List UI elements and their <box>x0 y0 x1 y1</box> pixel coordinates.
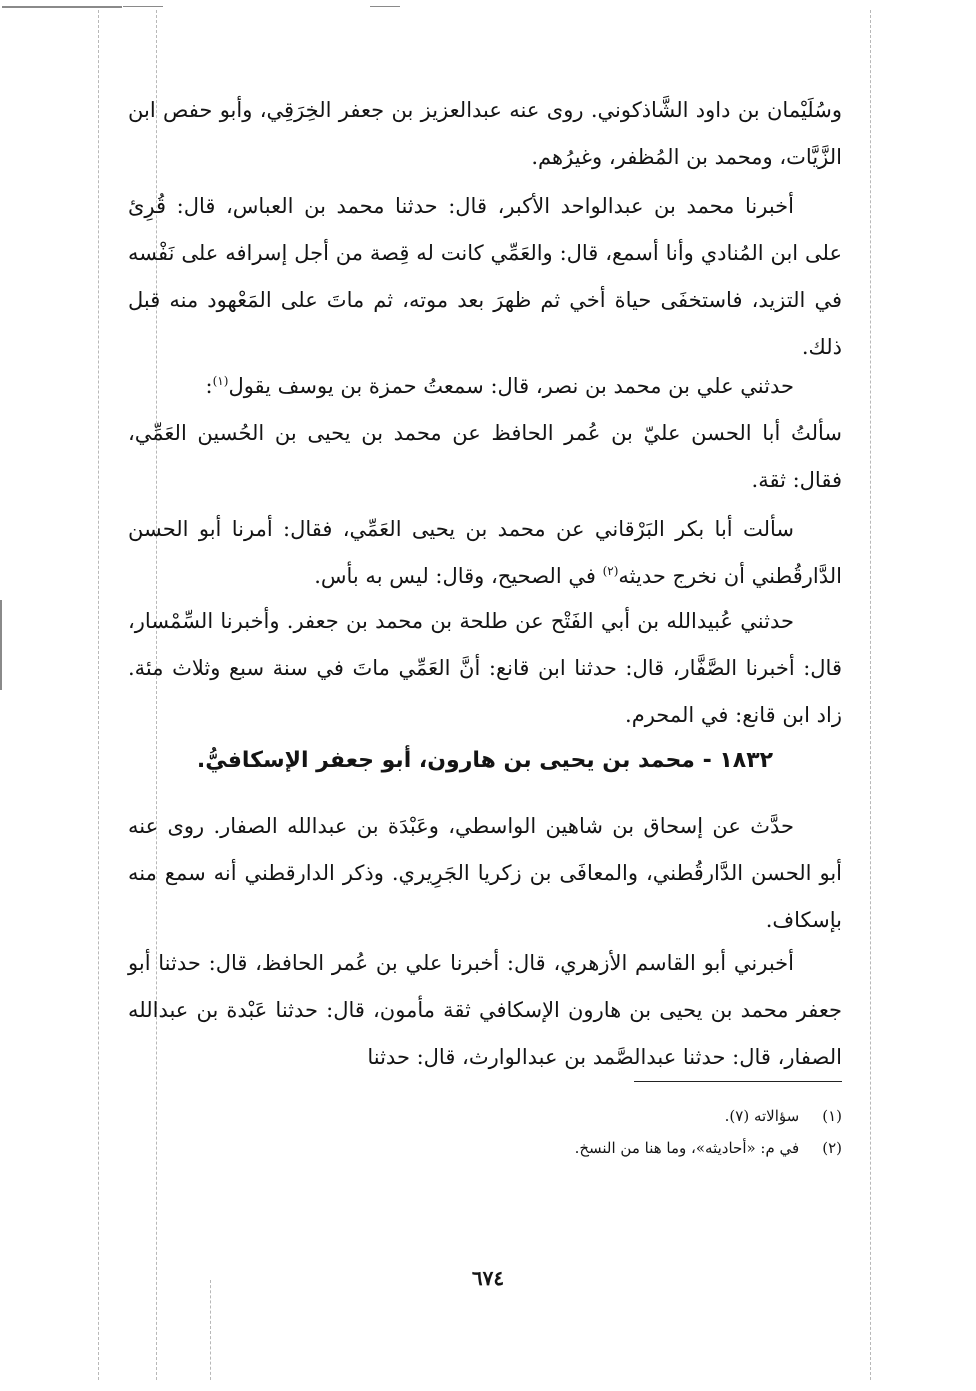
footnote-ref-2[interactable]: (٢) <box>602 564 619 578</box>
footnote-text: في م: «أحاديثه»، وما هنا من النسخ. <box>574 1139 800 1157</box>
page-number: ٦٧٤ <box>471 1266 505 1290</box>
footnote-number: (٢) <box>822 1139 842 1157</box>
scan-artifact-line <box>2 6 122 8</box>
paragraph-4: سألتُ أبا الحسن عليّ بن عُمر الحافظ عن محمد بن يحيى بن الحُسين العَمِّي، فقال: ثقة. <box>128 421 842 492</box>
paragraph-5-text-a: سألت أبا بكر البَرْقاني عن محمد بن يحيى العَمِّي، فقال: أمرنا أبو الحسن الدَّارقُطني أن نخرج حديثه <box>128 517 842 588</box>
footnotes <box>440 1100 842 1164</box>
paragraph-2: أخبرنا محمد بن عبدالواحد الأكبر، قال: حدثنا محمد بن العباس، قال: قُرِئ على ابن المُنادي وأنا أسمع، قال: والعَمِّي كانت له قِصة من أجل إسرافه على نَفْسه في التزيد، فاستخفَى حياة أخي ثم ظهرَ بعد موته، ثم ماتَ على المَعْهود منه قبل ذلك. <box>128 194 842 359</box>
paragraph-6: حدثني عُبيدالله بن أبي الفَتْح عن طلحة بن محمد بن جعفر. وأخبرنا السِّمْسار، قال: أخبرنا الصَّفَّار، قال: حدثنا ابن قانع: أنَّ العَمِّي ماتَ في سنة سبع وثلاث مئة. زاد ابن قانع: في المحرم. <box>128 609 842 727</box>
footnote-1 <box>440 1100 842 1132</box>
footnote-2 <box>440 1132 842 1164</box>
paragraph-5 <box>128 506 842 600</box>
footnote-text: سؤالاته (٧). <box>724 1107 800 1125</box>
colon-mark: : <box>205 374 213 398</box>
paragraph-3-text: حدثني علي بن محمد بن نصر، قال: سمعتُ حمزة بن يوسف يقول <box>228 374 794 398</box>
paragraph-3 <box>128 363 842 410</box>
scan-dotted-guide <box>98 10 99 1380</box>
footnote-number: (١) <box>822 1107 842 1125</box>
paragraph-1: وسُلَيْمان بن داود الشَّاذكوني. روى عنه عبدالعزيز بن جعفر الخِرَقِي، وأبو حفص ابن الزَّيَّات، ومحمد بن المُظفر، وغيرُهم. <box>128 98 842 169</box>
paragraph-7: حدَّث عن إسحاق بن شاهين الواسطي، وعَبْدَة بن عبدالله الصفار. روى عنه أبو الحسن الدَّارقُطني، والمعافَى بن زكريا الجَرِيري. وذكر الدارقطني أنه سمع منه بإسكاف. <box>128 814 842 932</box>
paragraph-5-text-b: في الصحيح، وقال: ليس به بأس. <box>314 564 596 588</box>
scan-artifact-edge <box>0 600 2 690</box>
scan-artifact-line <box>123 6 163 7</box>
scan-dotted-guide <box>210 1280 211 1380</box>
scan-artifact-line <box>370 6 400 7</box>
entry-heading: ١٨٣٢ - محمد بن يحيى بن هارون، أبو جعفر الإسكافيُّ. <box>196 748 774 773</box>
scan-dotted-guide <box>870 10 871 1380</box>
paragraph-8: أخبرني أبو القاسم الأزهري، قال: أخبرنا علي بن عُمر الحافظ، قال: حدثنا أبو جعفر محمد بن يحيى بن هارون الإسكافي ثقة مأمون، قال: حدثنا عَبْدة بن عبدالله الصفار، قال: حدثنا عبدالصَّمد بن عبدالوارث، قال: حدثنا <box>128 951 842 1069</box>
footnote-ref-1[interactable]: (١) <box>212 374 229 388</box>
footnote-separator <box>634 1081 842 1082</box>
